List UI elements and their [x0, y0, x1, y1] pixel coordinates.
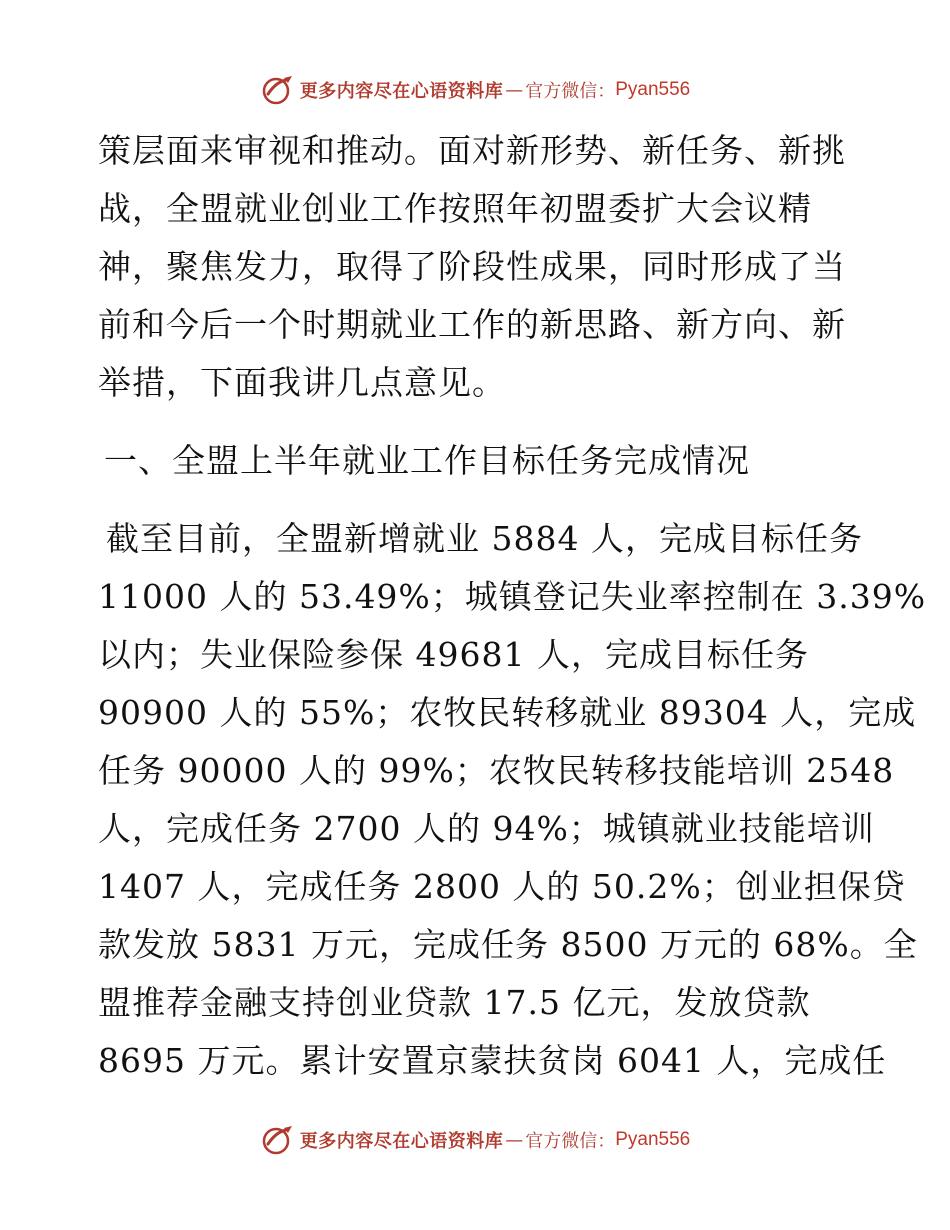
watermark-separator: —	[505, 79, 524, 101]
text-line: 截至目前，全盟新增就业 5884 人，完成目标任务	[106, 519, 863, 558]
text-line: 举措，下面我讲几点意见。	[98, 363, 506, 402]
text-line: 前和今后一个时期就业工作的新思路、新方向、新	[98, 305, 846, 344]
pen-seal-icon	[260, 74, 296, 106]
watermark-brand: 更多内容尽在心语资料库	[299, 81, 504, 102]
paragraph-2	[98, 510, 927, 1090]
watermark-wechat-id: Pyan556	[615, 79, 691, 100]
text-line: 8695 万元。累计安置京蒙扶贫岗 6041 人，完成任	[98, 1041, 887, 1080]
paragraph-1	[98, 122, 858, 412]
watermark-header	[0, 70, 950, 110]
text-line: 11000 人的 53.49%；城镇登记失业率控制在 3.39%	[98, 577, 927, 616]
text-line: 策层面来审视和推动。面对新形势、新任务、新挑	[98, 131, 846, 170]
watermark-brand: 更多内容尽在心语资料库	[299, 1131, 504, 1152]
text-line: 盟推荐金融支持创业贷款 17.5 亿元，发放贷款	[98, 983, 811, 1022]
watermark-wechat-label: 官方微信：	[525, 81, 616, 102]
text-line: 神，聚焦发力，取得了阶段性成果，同时形成了当	[98, 247, 846, 286]
section-heading: 一、全盟上半年就业工作目标任务完成情况	[104, 441, 750, 480]
text-line: 1407 人，完成任务 2800 人的 50.2%；创业担保贷	[98, 867, 906, 906]
pen-seal-icon	[260, 1124, 296, 1156]
paragraph-gap	[98, 412, 858, 432]
text-line: 90900 人的 55%；农牧民转移就业 89304 人，完成	[98, 693, 917, 732]
text-line: 以内；失业保险参保 49681 人，完成目标任务	[98, 635, 809, 674]
text-line: 任务 90000 人的 99%；农牧民转移技能培训 2548	[98, 751, 895, 790]
watermark-separator: —	[505, 1129, 524, 1151]
text-line: 战，全盟就业创业工作按照年初盟委扩大会议精	[98, 189, 812, 228]
text-line: 款发放 5831 万元，完成任务 8500 万元的 68%。全	[98, 925, 918, 964]
paragraph-gap	[98, 490, 858, 510]
watermark-footer	[0, 1120, 950, 1160]
watermark-wechat-id: Pyan556	[615, 1129, 691, 1150]
document-body	[98, 122, 927, 1090]
watermark-wechat-label: 官方微信：	[525, 1131, 616, 1152]
text-line: 人，完成任务 2700 人的 94%；城镇就业技能培训	[98, 809, 875, 848]
